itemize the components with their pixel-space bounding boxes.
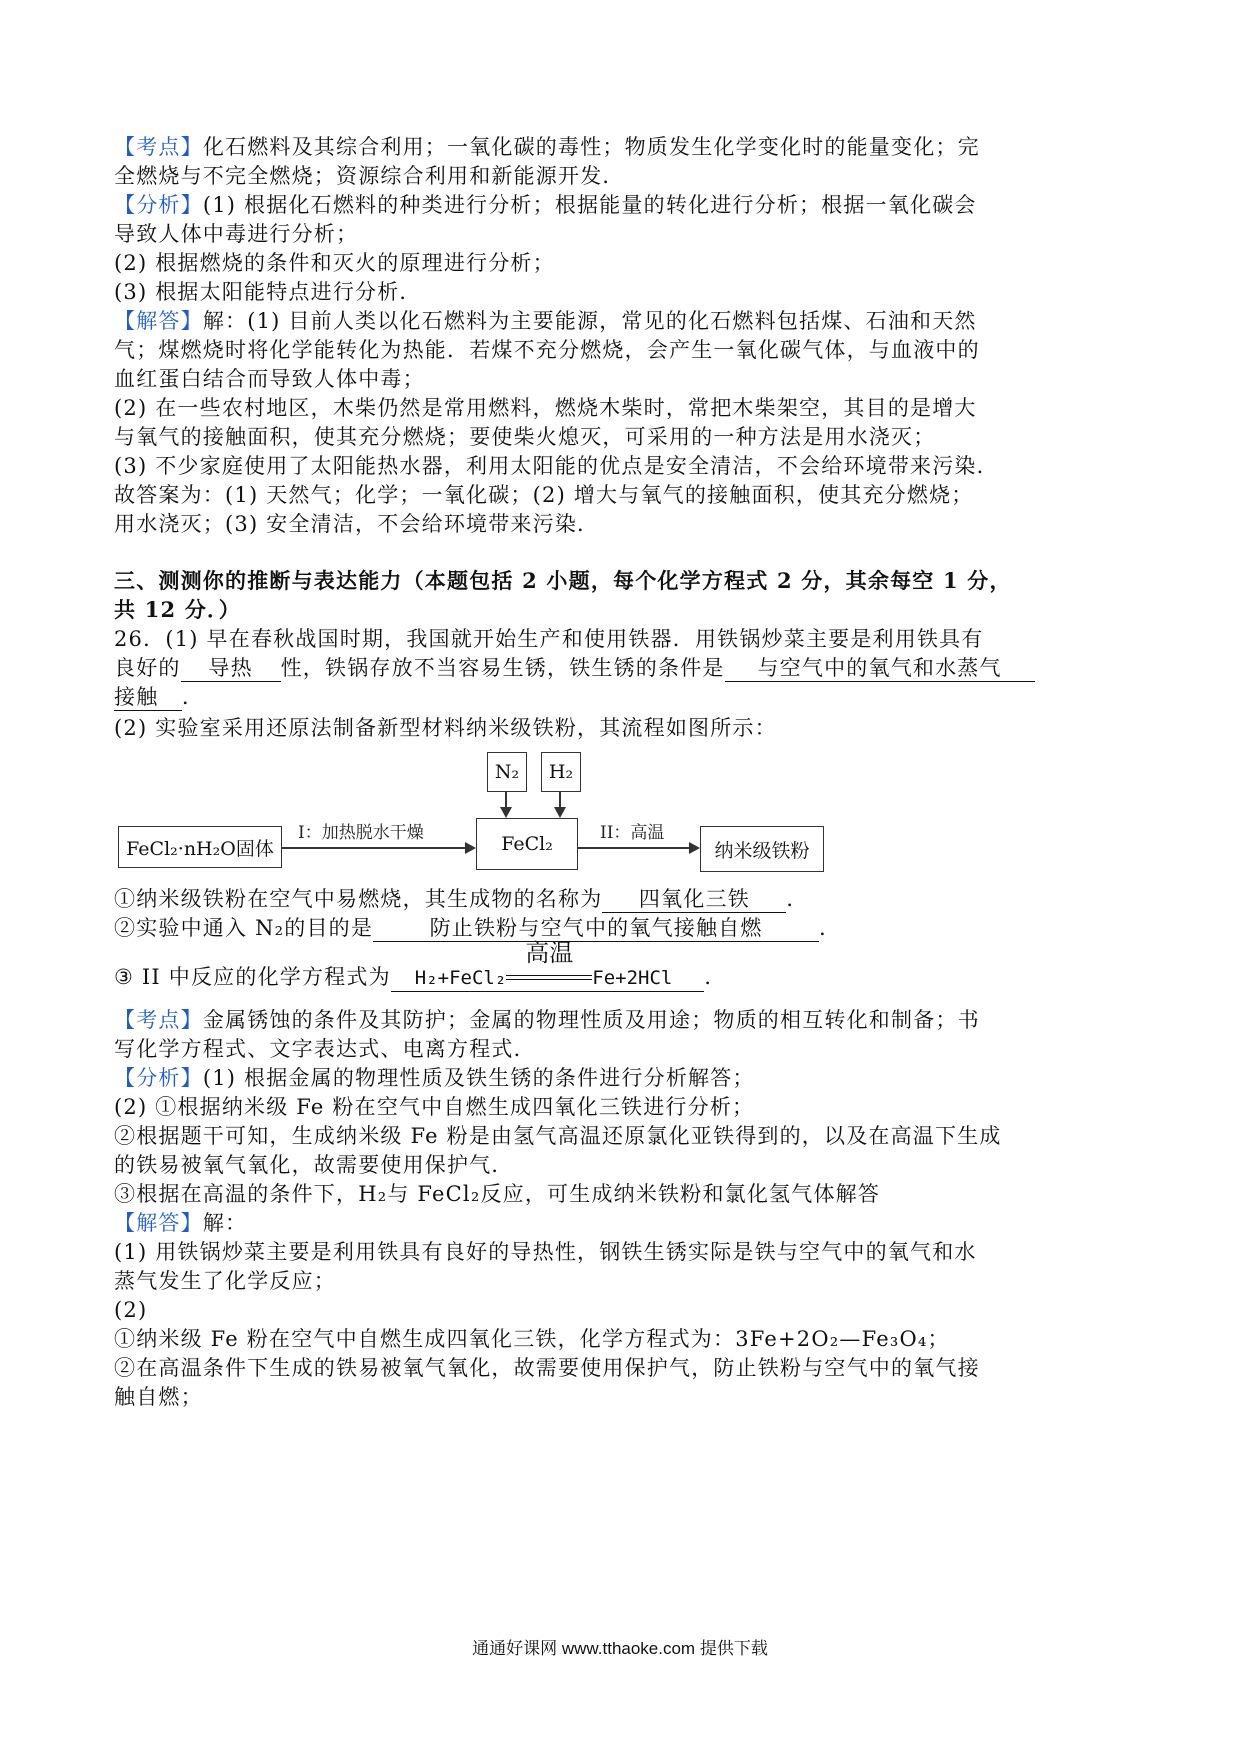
text: (1) 根据金属的物理性质及铁生锈的条件进行分析解答； — [202, 1066, 755, 1090]
jieda-line-8: 用水浇灭；(3) 安全清洁，不会给环境带来污染． — [114, 512, 600, 536]
kaodian2-line-2: 写化学方程式、文字表达式、电离方程式． — [114, 1037, 536, 1061]
jieda2-line-6: 触自燃； — [114, 1385, 203, 1409]
q26-sub-2 — [114, 913, 841, 943]
fenxi2-line-1 — [114, 1063, 755, 1093]
answer-purpose-blank: 防止铁粉与空气中的氧气接触自燃 — [373, 915, 819, 942]
text: ． — [182, 685, 205, 709]
equation-products: Fe+2HCl — [592, 967, 673, 989]
answer-rust-blank-a: 与空气中的氧气和水蒸气 — [725, 655, 1035, 682]
kaodian-line-2: 全燃烧与不完全燃烧；资源综合利用和新能源开发． — [114, 164, 625, 188]
flow-arrow-step1-head — [465, 842, 476, 854]
jieda-line-7: 故答案为：(1) 天然气；化学；一氧化碳；(2) 增大与氧气的接触面积，使其充分燃烧； — [114, 483, 974, 507]
equation-condition — [506, 940, 592, 991]
answer-equation-blank — [391, 940, 705, 992]
q26-line-1: 26．(1) 早在春秋战国时期，我国就开始生产和使用铁器．用铁锅炒菜主要是利用铁具有 — [114, 627, 984, 651]
jieda2-line-3: (2) — [114, 1298, 148, 1322]
jieda-line-6: (3) 不少家庭使用了太阳能热水器，利用太阳能的优点是安全清洁，不会给环境带来污染． — [114, 454, 999, 478]
section-heading-line-1: 三、测测你的推断与表达能力（本题包括 2 小题，每个化学方程式 2 分，其余每空 1 分， — [114, 568, 1012, 593]
flow-box-fecl2: FeCl₂ — [476, 818, 578, 870]
flow-box-product: 纳米级铁粉 — [700, 826, 824, 872]
kaodian2-line-1 — [114, 1005, 980, 1035]
flow-arrow-step2-head — [689, 842, 700, 854]
text: ②实验中通入 N₂的目的是 — [114, 916, 374, 940]
text: 良好的 — [114, 656, 181, 680]
jieda-line-3: 血红蛋白结合而导致人体中毒； — [114, 367, 425, 391]
text: 化石燃料及其综合利用；一氧化碳的毒性；物质发生化学变化时的能量变化；完 — [202, 135, 980, 159]
text: 解： — [202, 1211, 248, 1235]
jieda2-line-0 — [114, 1208, 247, 1238]
q26-line-4: (2) 实验室采用还原法制备新型材料纳米级铁粉，其流程如图所示： — [114, 716, 777, 740]
text: ③ II 中反应的化学方程式为 — [114, 965, 391, 989]
answer-product-name-blank: 四氧化三铁 — [602, 886, 786, 913]
fenxi-line-3: (2) 根据燃烧的条件和灭火的原理进行分析； — [114, 251, 555, 275]
jieda-tag: 【解答】 — [114, 1211, 203, 1235]
flow-label-step2: II：高温 — [600, 823, 665, 843]
text: (1) 根据化石燃料的种类进行分析；根据能量的转化进行分析；根据一氧化碳会 — [202, 193, 977, 217]
fenxi-line-4: (3) 根据太阳能特点进行分析． — [114, 280, 422, 304]
jieda-line-2: 气；煤燃烧时将化学能转化为热能．若煤不充分燃烧，会产生一氧化碳气体，与血液中的 — [114, 338, 980, 362]
text: ． — [704, 965, 727, 989]
fenxi2-line-2: (2) ①根据纳米级 Fe 粉在空气中自燃生成四氧化三铁进行分析； — [114, 1095, 755, 1119]
flow-arrow-n2-line — [505, 791, 507, 808]
text: 性，铁锅存放不当容易生锈，铁生锈的条件是 — [280, 656, 725, 680]
flow-arrow-h2-head — [554, 807, 566, 818]
jieda2-line-1: (1) 用铁锅炒菜主要是利用铁具有良好的导热性，钢铁生锈实际是铁与空气中的氧气和水 — [114, 1240, 977, 1264]
q26-sub-3 — [114, 940, 727, 992]
fenxi-tag: 【分析】 — [114, 193, 203, 217]
answer-heat-blank: 导热 — [181, 655, 281, 682]
flow-box-h2: H₂ — [541, 752, 581, 792]
kaodian-tag: 【考点】 — [114, 135, 203, 159]
q26-line-3 — [114, 682, 204, 712]
flow-arrow-n2-head — [500, 807, 512, 818]
flow-label-step1: I：加热脱水干燥 — [298, 823, 424, 843]
q26-sub-1 — [114, 884, 809, 914]
jieda2-line-2: 蒸气发生了化学反应； — [114, 1269, 336, 1293]
jieda-line-1 — [114, 306, 977, 336]
fenxi2-line-4: 的铁易被氧气氧化，故需要使用保护气． — [114, 1153, 514, 1177]
equation-reactants: H₂+FeCl₂ — [414, 967, 507, 989]
jieda-line-5: 与氧气的接触面积，使其充分燃烧；要使柴火熄灭，可采用的一种方法是用水浇灭； — [114, 425, 936, 449]
flow-box-start: FeCl₂·nH₂O固体 — [118, 826, 282, 868]
fenxi-tag: 【分析】 — [114, 1066, 203, 1090]
equals-sign — [506, 975, 592, 980]
flow-arrow-step1-line — [281, 847, 465, 849]
text: 解：(1) 目前人类以化石燃料为主要能源，常见的化石燃料包括煤、石油和天然 — [202, 309, 977, 333]
section-heading-line-2: 共 12 分．） — [114, 597, 241, 622]
fenxi-line-2: 导致人体中毒进行分析； — [114, 222, 359, 246]
flow-box-n2: N₂ — [487, 752, 527, 792]
kaodian-line-1 — [114, 132, 980, 162]
fenxi-line-1 — [114, 190, 977, 220]
answer-rust-blank-b: 接触 — [114, 684, 182, 711]
page-footer: 通通好课网 www.tthaoke.com 提供下载 — [472, 1639, 768, 1658]
jieda2-line-5: ②在高温条件下生成的铁易被氧气氧化，故需要使用保护气，防止铁粉与空气中的氧气接 — [114, 1356, 980, 1380]
q26-line-2 — [114, 653, 1035, 683]
condition-label: 高温 — [525, 940, 574, 967]
jieda-line-4: (2) 在一些农村地区，木柴仍然是常用燃料，燃烧木柴时，常把木柴架空，其目的是增大 — [114, 396, 977, 420]
jieda2-line-4: ①纳米级 Fe 粉在空气中自燃生成四氧化三铁，化学方程式为：3Fe+2O₂—Fe₃O₄； — [114, 1327, 950, 1351]
text: 金属锈蚀的条件及其防护；金属的物理性质及用途；物质的相互转化和制备；书 — [202, 1008, 980, 1032]
text: ①纳米级铁粉在空气中易燃烧，其生成物的名称为 — [114, 887, 603, 911]
text: ． — [786, 887, 809, 911]
text: ． — [819, 916, 842, 940]
fenxi2-line-5: ③根据在高温的条件下，H₂与 FeCl₂反应，可生成纳米铁粉和氯化氢气体解答 — [114, 1182, 881, 1206]
kaodian-tag: 【考点】 — [114, 1008, 203, 1032]
jieda-tag: 【解答】 — [114, 309, 203, 333]
flow-arrow-h2-line — [559, 791, 561, 808]
fenxi2-line-3: ②根据题干可知，生成纳米级 Fe 粉是由氢气高温还原氯化亚铁得到的，以及在高温下生成 — [114, 1124, 1002, 1148]
flow-arrow-step2-line — [577, 847, 689, 849]
